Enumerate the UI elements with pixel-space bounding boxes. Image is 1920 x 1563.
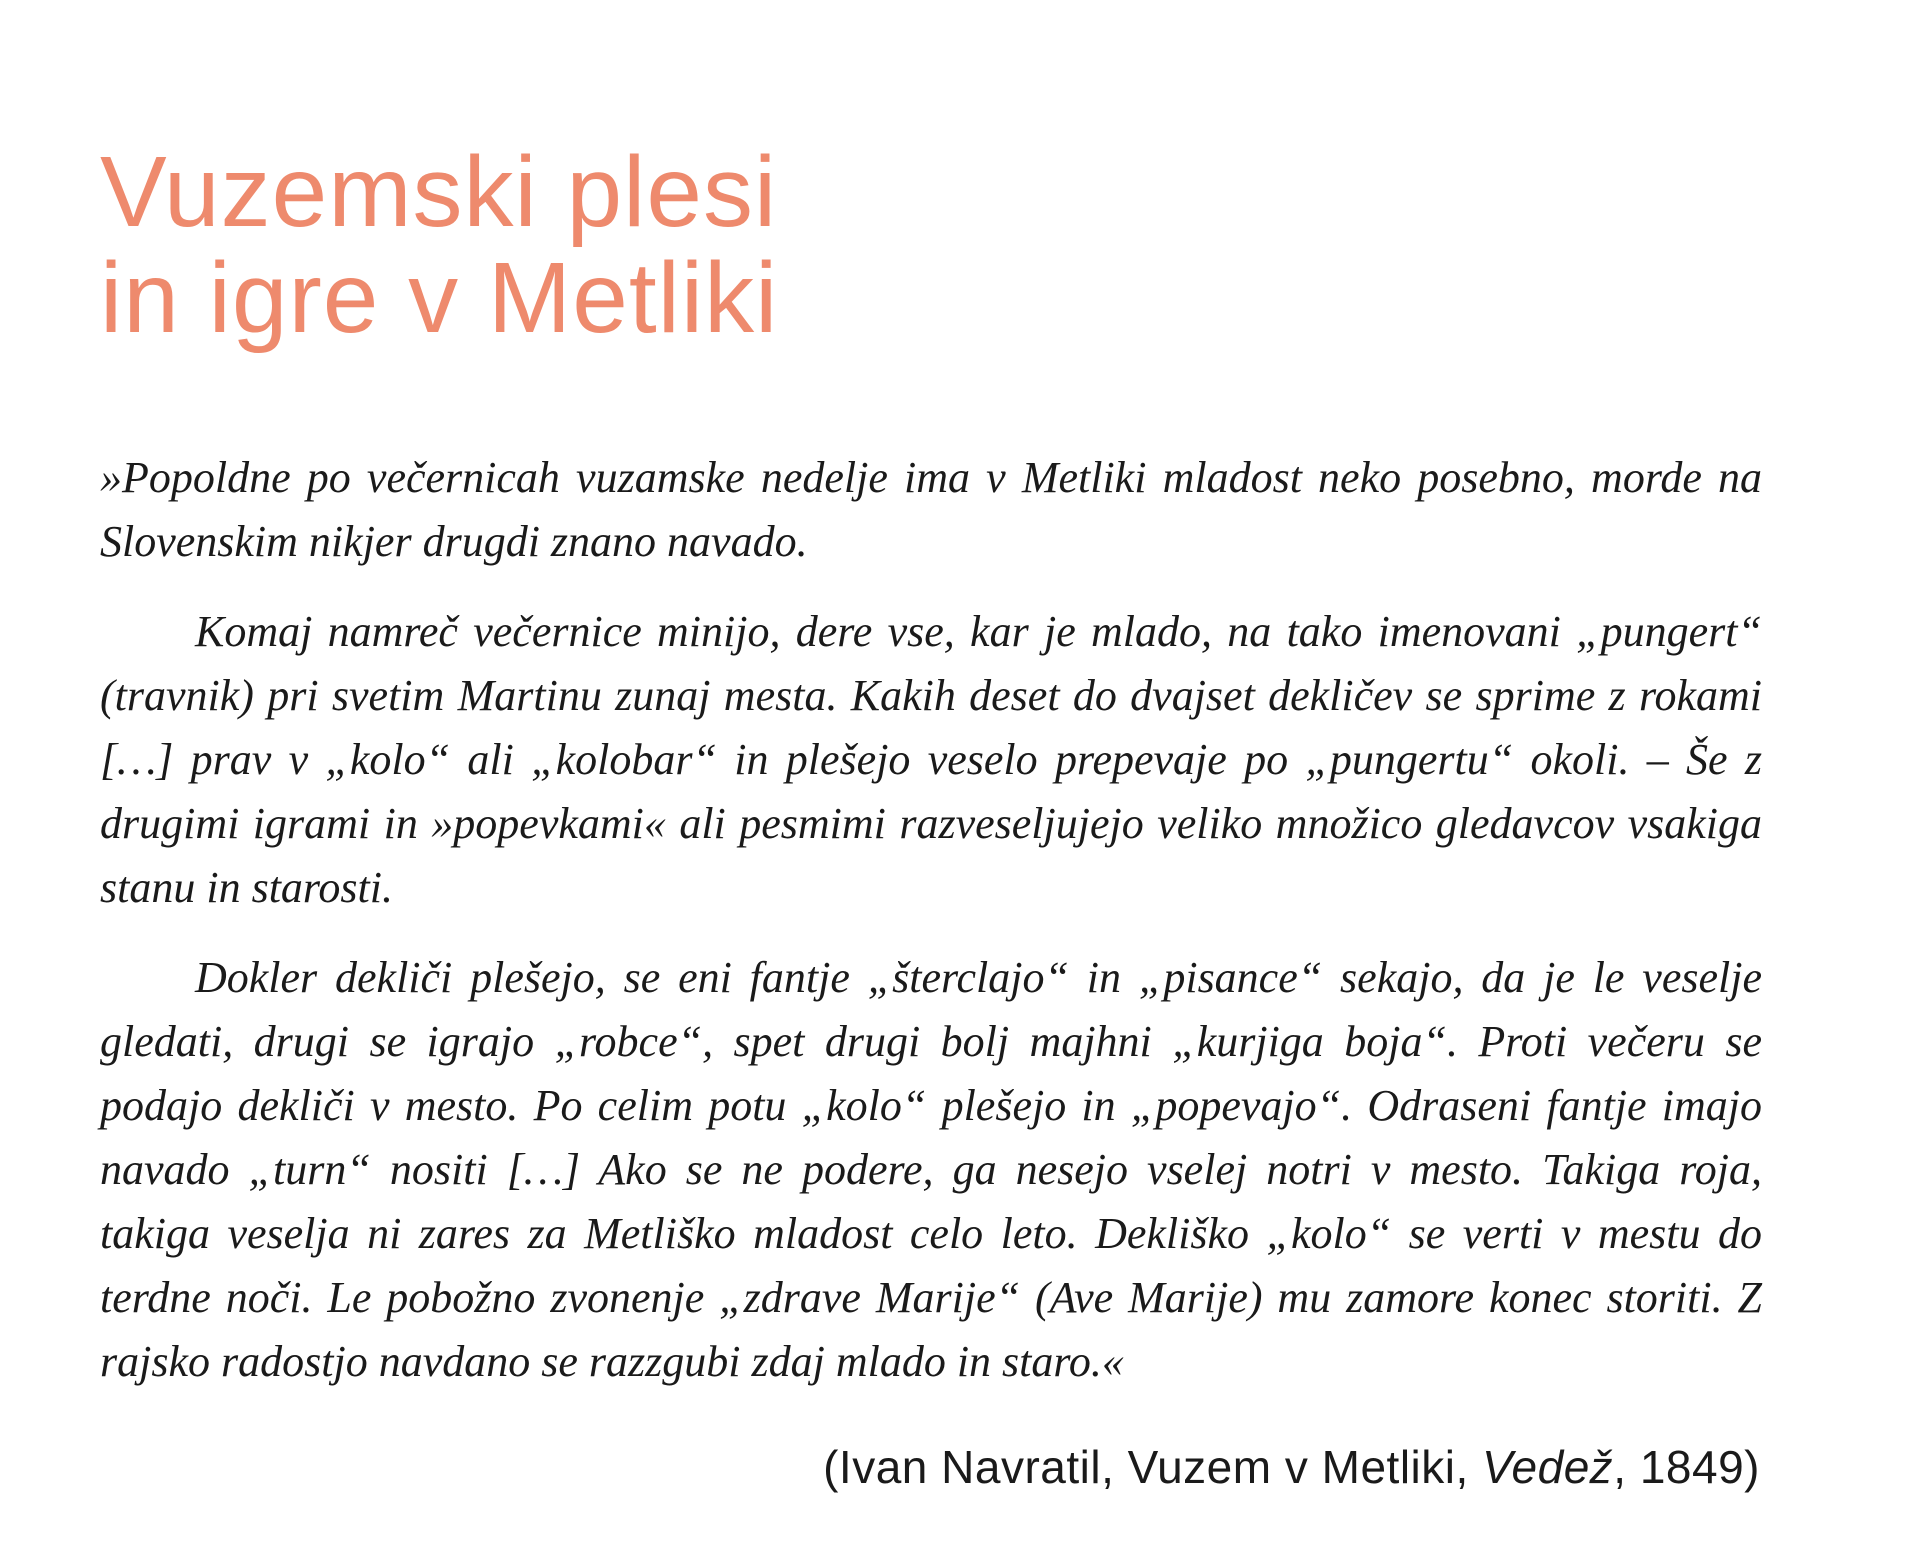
page-title-line-2: in igre v Metliki	[100, 242, 779, 354]
page-title-line-1: Vuzemski plesi	[100, 136, 778, 248]
quote-paragraph-3: Dokler dekliči plešejo, se eni fantje „šterclajo“ in „pisance“ sekajo, da je le veselje gledati, drugi se igrajo „robce“, spet drugi bolj majhni „kurjiga boja“. Proti večeru se podajo dekliči v mesto. Po celim potu „kolo“ plešejo in „popevajo“. Odraseni fantje imajo navado „turn“ nositi […] Ako se ne podere, ga nesejo vselej notri v mesto. Takiga roja, takiga veselja ni zares za Metliško mladost celo leto. Dekliško „kolo“ se verti v mestu do terdne noči. Le pobožno zvonenje „zdrave Marije“ (Ave Marije) mu zamore konec storiti. Z rajsko radostjo navdano se razzgubi zdaj mlado in staro.«	[100, 953, 1762, 1386]
citation	[100, 1437, 1760, 1497]
quote-block	[100, 446, 1762, 1394]
quote-paragraph-1: »Popoldne po večernicah vuzamske nedelje ima v Metliki mladost neko posebno, morde na Slovenskim nikjer drugdi znano navado.	[100, 453, 1762, 566]
page-title	[100, 136, 779, 354]
citation-suffix: , 1849)	[1613, 1441, 1760, 1493]
citation-prefix: (Ivan Navratil, Vuzem v Metliki,	[823, 1441, 1483, 1493]
citation-source-title: Vedež	[1482, 1441, 1614, 1493]
quote-paragraph-2: Komaj namreč večernice minijo, dere vse, kar je mlado, na tako imenovani „pungert“ (travnik) pri svetim Martinu zunaj mesta. Kakih deset do dvajset dekličev se sprime z rokami […] prav v „kolo“ ali „kolobar“ in plešejo veselo prepevaje po „pungertu“ okoli. – Še z drugimi igrami in »popevkami« ali pesmimi razveseljujejo veliko množico gledavcov vsakiga stanu in starosti.	[100, 607, 1762, 912]
